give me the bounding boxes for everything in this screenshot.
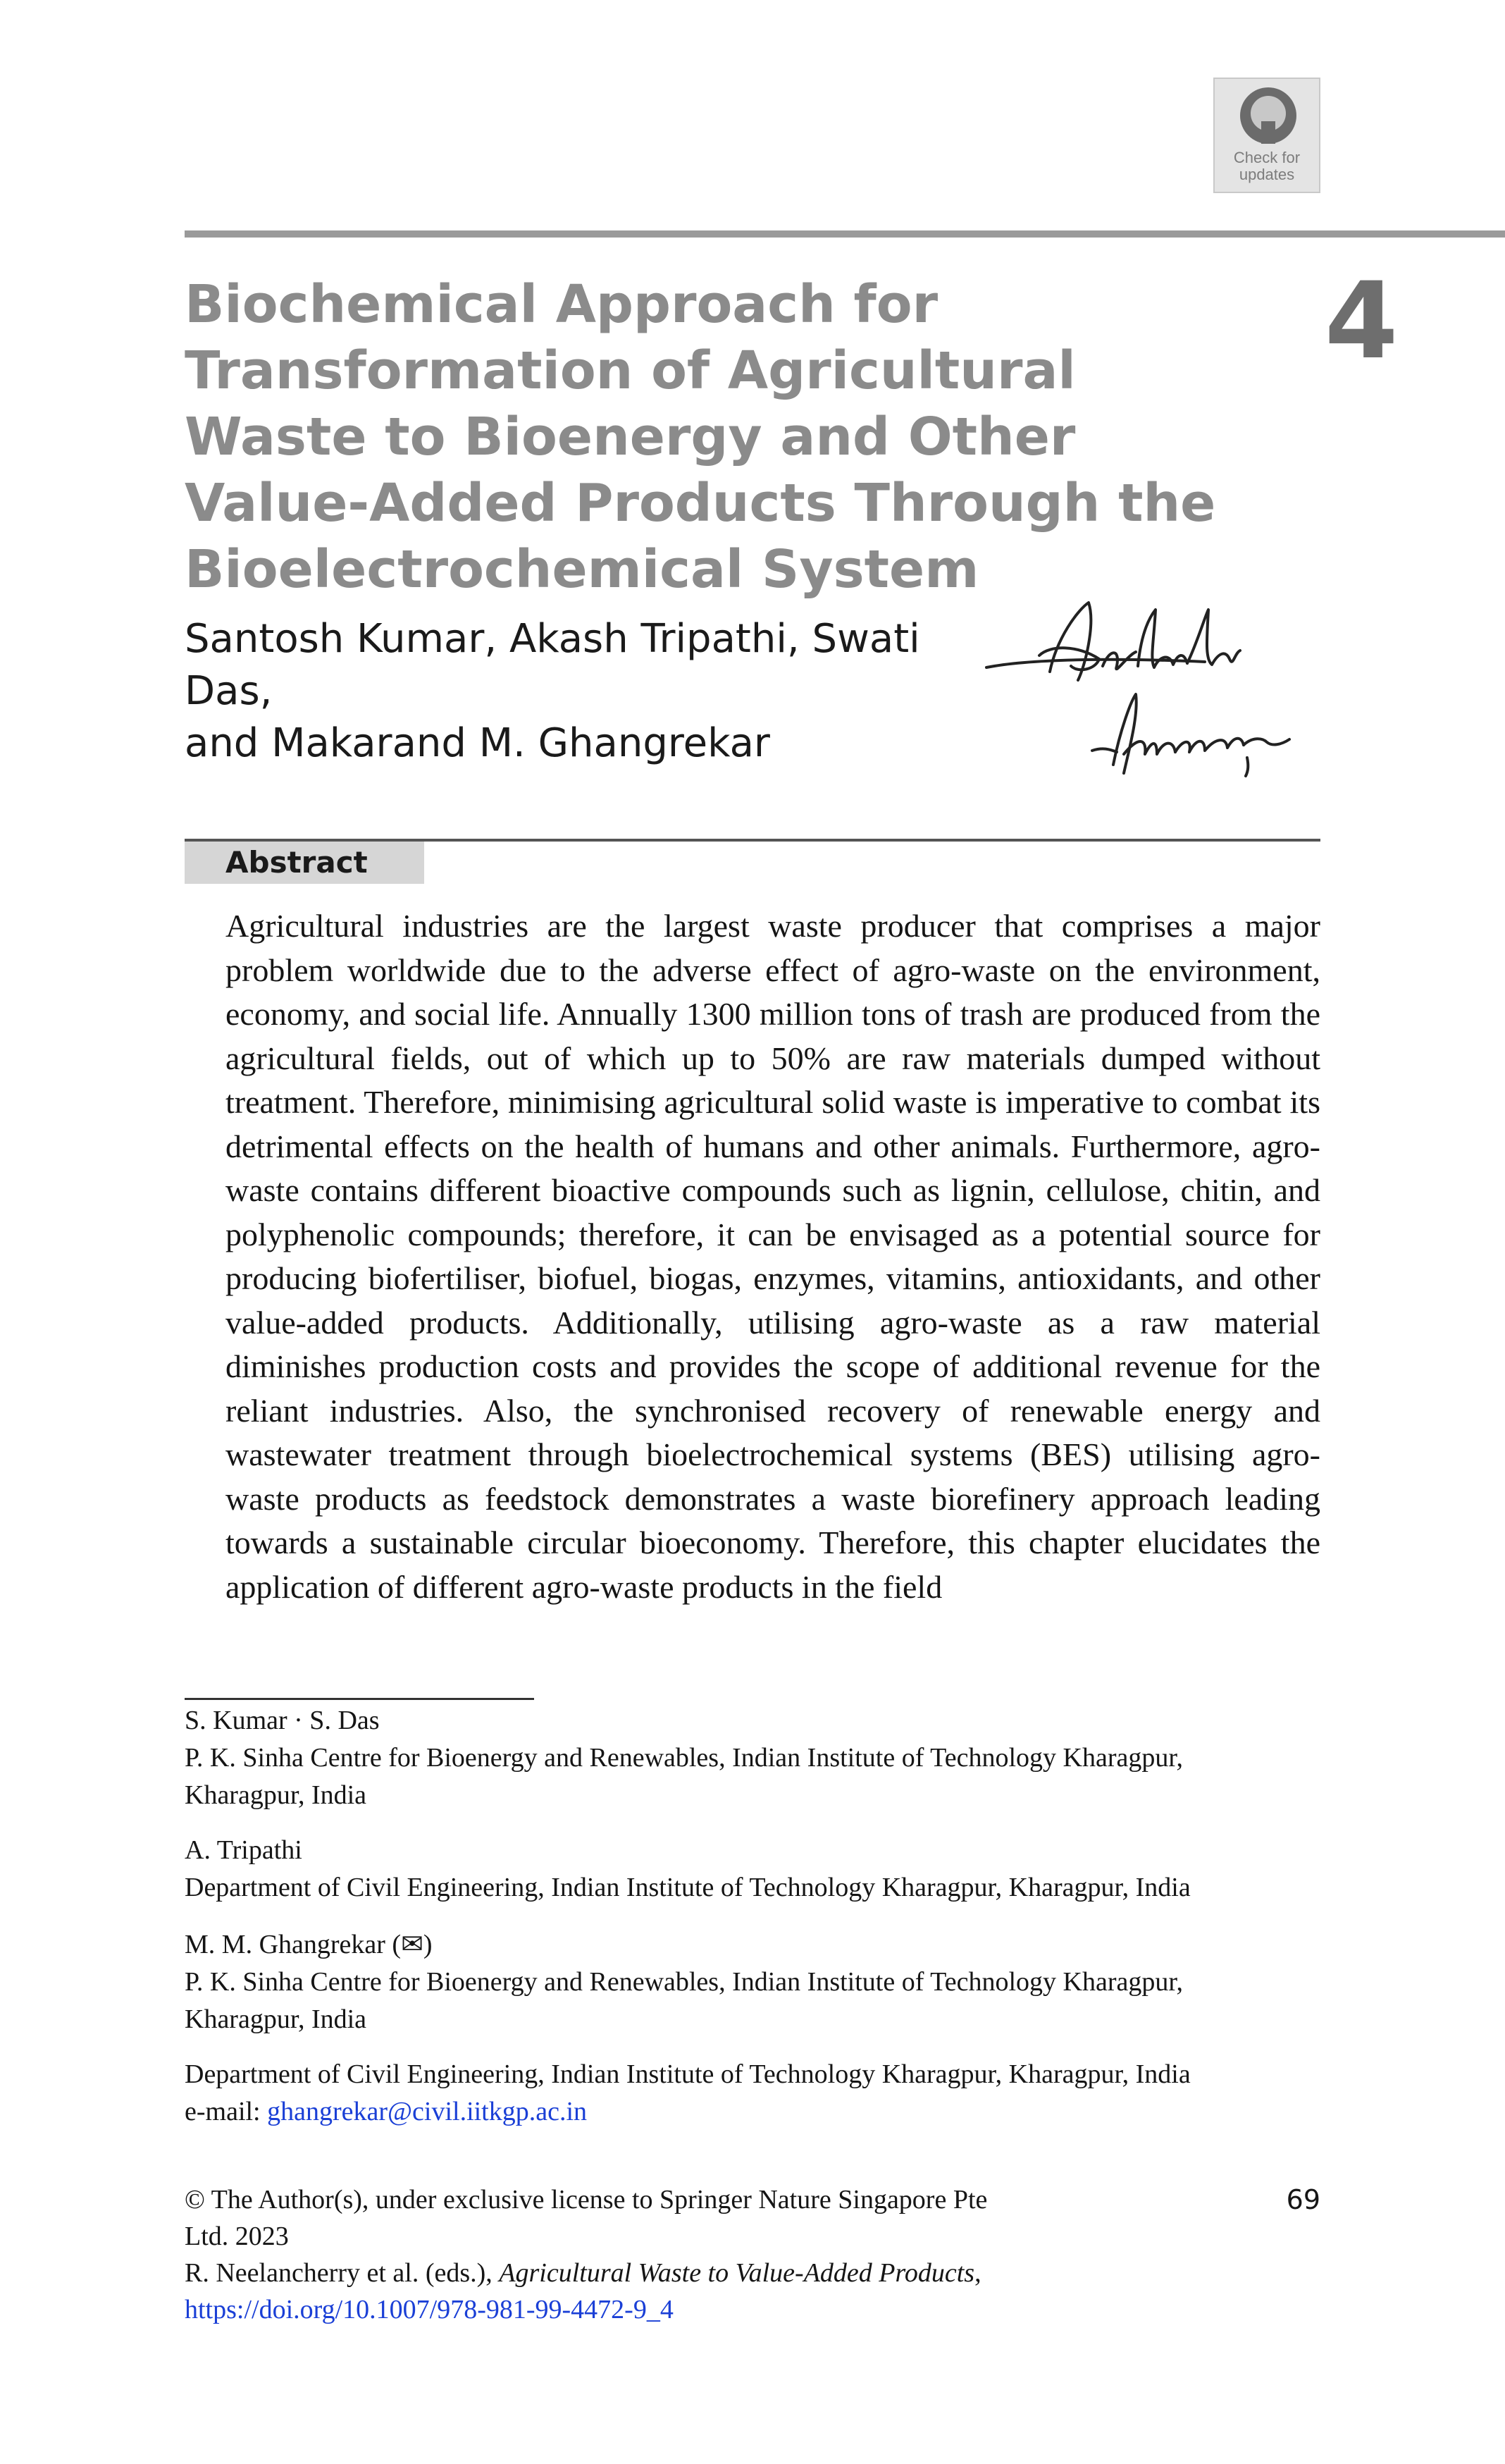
author-list-line2: and Makarand M. Ghangrekar — [185, 720, 770, 766]
affiliation-line: P. K. Sinha Centre for Bioenergy and Renewables, Indian Institute of Technology Kharagpur, — [185, 1967, 1183, 1997]
chapter-top-rule — [185, 230, 1505, 238]
chapter-title: Biochemical Approach for Transformation of Agricultural Waste to Bioenergy and Other Value-Added Products Through the Bioelectrochemical System — [185, 274, 1216, 600]
badge-label-line1: Check for — [1233, 149, 1301, 166]
affiliation-names: A. Tripathi — [185, 1835, 302, 1865]
check-for-updates-badge[interactable] — [1213, 78, 1320, 193]
affiliation-line: Department of Civil Engineering, Indian Institute of Technology Kharagpur, Kharagpur, India — [185, 2059, 1191, 2089]
abstract-text: Agricultural industries are the largest waste producer that comprises a major problem worldwide due to the adverse effect of agro-waste on the environment, economy, and social life. Annually 1300 million tons of trash are produced from the agricultural fields, out of which up to 50% are raw materials dumped without treatment. Therefore, minimising agricultural solid waste is imperative to combat its detrimental effects on the health of humans and other animals. Furthermore, agro-waste contains different bioactive compounds such as lignin, cellulose, chitin, and polyphenolic compounds; therefore, it can be envisaged as a potential source for producing biofertiliser, biofuel, biogas, enzymes, vitamins, antioxidants, and other value-added products. Additionally, utilising agro-waste as a raw material diminishes production costs and provides the scope of additional revenue for the reliant industries. Also, the synchronised recovery of renewable energy and wastewater treatment through bioelectrochemical systems (BES) utilising agro-waste products as feedstock demonstrates a waste biorefinery approach leading towards a sustainable circular bioeconomy. Therefore, this chapter elucidates the application of different agro-waste products in the field — [225, 908, 1320, 1605]
citation-suffix: , — [974, 2258, 981, 2288]
citation-book-title: Agricultural Waste to Value-Added Products — [499, 2258, 975, 2288]
affiliation-line: Kharagpur, India — [185, 2004, 367, 2034]
email-label: e-mail: — [185, 2097, 268, 2126]
affiliation-line: Kharagpur, India — [185, 1780, 367, 1810]
author-list — [185, 613, 946, 770]
email-line — [185, 2093, 1320, 2131]
handwritten-signature — [972, 589, 1339, 800]
affiliation-line: Department of Civil Engineering, Indian Institute of Technology Kharagpur, Kharagpur, India — [185, 1873, 1191, 1902]
affiliation-names: M. M. Ghangrekar (✉) — [185, 1930, 433, 1959]
copyright-line2: Ltd. 2023 — [185, 2222, 289, 2251]
crossmark-icon — [1240, 87, 1296, 144]
affiliation-block-1 — [185, 1702, 1320, 1814]
abstract-heading: Abstract — [185, 842, 424, 884]
footnote-rule — [185, 1698, 534, 1700]
author-list-line1: Santosh Kumar, Akash Tripathi, Swati Das, — [185, 616, 920, 714]
affiliation-block-2 — [185, 1832, 1320, 1906]
badge-label — [1215, 149, 1319, 183]
affiliation-names: S. Kumar · S. Das — [185, 1706, 380, 1735]
chapter-number: 4 — [1325, 260, 1399, 383]
citation-prefix: R. Neelancherry et al. (eds.), — [185, 2258, 500, 2288]
affiliation-line: P. K. Sinha Centre for Bioenergy and Renewables, Indian Institute of Technology Kharagpur, — [185, 1743, 1183, 1773]
doi-link[interactable]: https://doi.org/10.1007/978-981-99-4472-9_4 — [185, 2295, 674, 2324]
citation-line — [185, 2255, 1115, 2291]
email-link[interactable]: ghangrekar@civil.iitkgp.ac.in — [267, 2097, 588, 2126]
copyright-block — [185, 2181, 1115, 2328]
affiliation-block-3 — [185, 1926, 1320, 2038]
page-number: 69 — [1286, 2184, 1320, 2215]
affiliation-block-4 — [185, 2056, 1320, 2131]
badge-label-line2: updates — [1239, 166, 1295, 183]
copyright-line1: © The Author(s), under exclusive license to Springer Nature Singapore Pte — [185, 2185, 988, 2214]
